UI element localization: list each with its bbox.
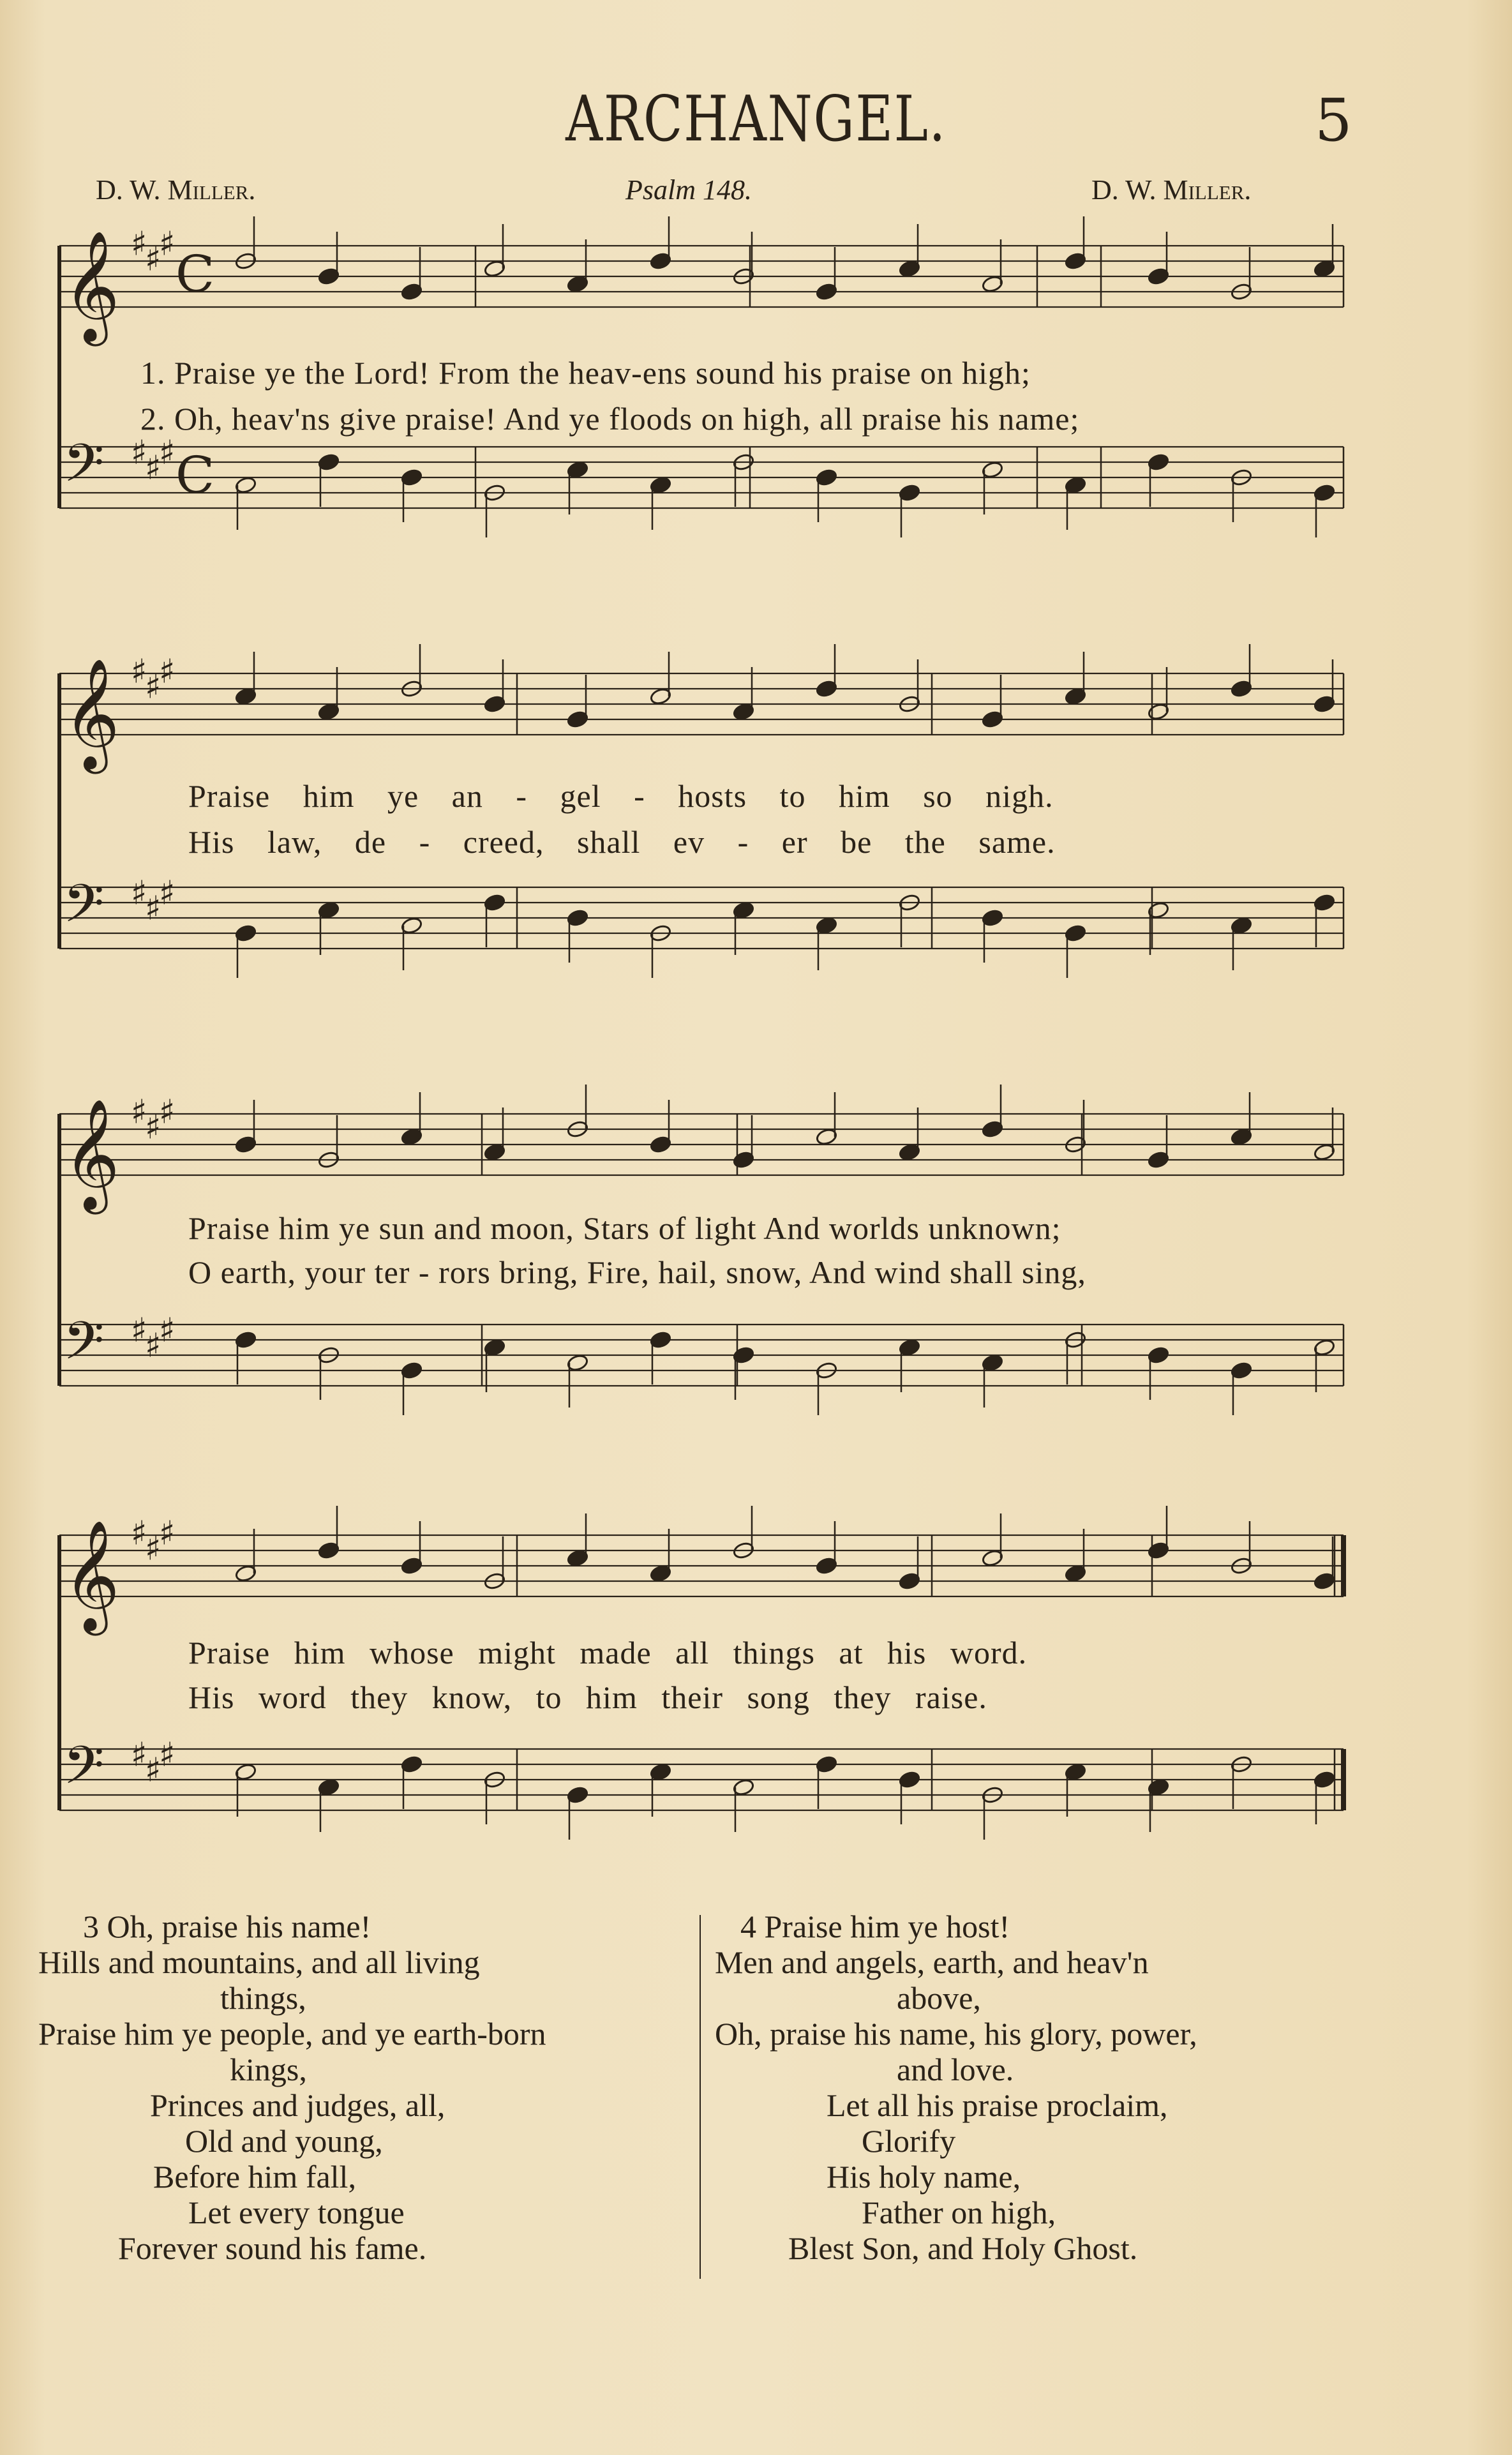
- sharp-icon: ♯: [145, 240, 161, 279]
- sharp-icon: ♯: [145, 449, 161, 488]
- sharp-icon: ♯: [159, 652, 176, 691]
- common-time-icon: C: [176, 446, 215, 505]
- column-divider: [700, 1915, 701, 2279]
- sharp-icon: ♯: [131, 874, 147, 913]
- lyric-line-verse-1: Praise him ye sun and moon, Stars of light And worlds unknown;: [188, 1210, 1061, 1246]
- sharp-icon: ♯: [159, 874, 176, 913]
- sharp-icon: ♯: [145, 1751, 161, 1790]
- verse-line: Princes and judges, all,: [150, 2087, 445, 2123]
- sharp-icon: ♯: [131, 1311, 147, 1350]
- verse-line: Old and young,: [185, 2123, 383, 2159]
- common-time-icon: C: [176, 244, 215, 304]
- sharp-icon: ♯: [159, 1514, 176, 1553]
- bass-clef-icon: 𝄢: [63, 432, 105, 507]
- music-system-3: [54, 1079, 1356, 1455]
- lyric-line-verse-1: Praise him whose might made all things at his word.: [188, 1635, 1028, 1670]
- sharp-icon: ♯: [131, 1736, 147, 1775]
- bass-clef-icon: 𝄢: [63, 1734, 105, 1809]
- music-credit: D. W. Miller.: [1091, 174, 1252, 206]
- verse-line: kings,: [230, 2052, 307, 2087]
- lyric-line-verse-1: 1. Praise ye the Lord! From the heav-ens sound his praise on high;: [140, 355, 1031, 391]
- lyric-line-verse-2: O earth, your ter - rors bring, Fire, hail, snow, And wind shall sing,: [188, 1254, 1086, 1290]
- sharp-icon: ♯: [131, 652, 147, 691]
- verse-line: Glorify: [862, 2123, 956, 2159]
- sharp-icon: ♯: [159, 1093, 176, 1132]
- lyric-line-verse-1: Praise him ye an - gel - hosts to him so nigh.: [188, 778, 1054, 814]
- verse-line: Father on high,: [862, 2195, 1056, 2230]
- verse-line: Forever sound his fame.: [118, 2230, 427, 2266]
- treble-clef-icon: 𝄞: [63, 658, 120, 769]
- additional-verses: [38, 1909, 1366, 2279]
- treble-clef-icon: 𝄞: [63, 1099, 120, 1210]
- psalm-reference: Psalm 148.: [625, 174, 752, 206]
- sharp-icon: ♯: [159, 433, 176, 472]
- music-system-2: [54, 638, 1356, 1034]
- treble-clef-icon: 𝄞: [63, 230, 120, 342]
- words-credit: D. W. Miller.: [96, 174, 256, 206]
- music-system-1: [54, 211, 1356, 606]
- verse-3: [38, 1909, 689, 2266]
- verse-line: Oh, praise his name, his glory, power,: [715, 2016, 1197, 2052]
- lyric-line-verse-2: 2. Oh, heav'ns give praise! And ye floods on high, all praise his name;: [140, 401, 1080, 437]
- verse-line: Before him fall,: [153, 2159, 356, 2195]
- sharp-icon: ♯: [159, 1736, 176, 1775]
- page-number: 5: [1315, 86, 1352, 154]
- sharp-icon: ♯: [159, 1311, 176, 1350]
- verse-line: Blest Son, and Holy Ghost.: [788, 2230, 1138, 2266]
- bass-clef-icon: 𝄢: [63, 1310, 105, 1385]
- sharp-icon: ♯: [159, 225, 176, 264]
- verse-line: Let every tongue: [188, 2195, 405, 2230]
- verse-line: 4 Praise him ye host!: [740, 1909, 1010, 1944]
- sharp-icon: ♯: [145, 1529, 161, 1568]
- verse-line: 3 Oh, praise his name!: [83, 1909, 371, 1944]
- verse-line: Hills and mountains, and all living: [38, 1944, 480, 1980]
- lyric-line-verse-2: His word they know, to him their song they raise.: [188, 1679, 987, 1715]
- sharp-icon: ♯: [145, 1108, 161, 1147]
- sharp-icon: ♯: [145, 1326, 161, 1365]
- bass-clef-icon: 𝄢: [63, 873, 105, 947]
- sharp-icon: ♯: [131, 1514, 147, 1553]
- hymn-title: ARCHANGEL.: [565, 83, 947, 156]
- sharp-icon: ♯: [131, 1093, 147, 1132]
- verse-line: His holy name,: [827, 2159, 1021, 2195]
- music-system-4: [54, 1500, 1356, 1883]
- verse-4: [715, 1909, 1353, 2266]
- verse-line: Let all his praise proclaim,: [827, 2087, 1168, 2123]
- sharp-icon: ♯: [131, 225, 147, 264]
- sharp-icon: ♯: [145, 889, 161, 928]
- sharp-icon: ♯: [145, 668, 161, 707]
- verse-line: Men and angels, earth, and heav'n: [715, 1944, 1149, 1980]
- verse-line: Praise him ye people, and ye earth-born: [38, 2016, 546, 2052]
- sharp-icon: ♯: [131, 433, 147, 472]
- lyric-line-verse-2: His law, de - creed, shall ev - er be the same.: [188, 824, 1056, 860]
- verse-line: things,: [220, 1980, 306, 2016]
- verse-line: and love.: [897, 2052, 1014, 2087]
- treble-clef-icon: 𝄞: [63, 1520, 120, 1631]
- verse-line: above,: [897, 1980, 981, 2016]
